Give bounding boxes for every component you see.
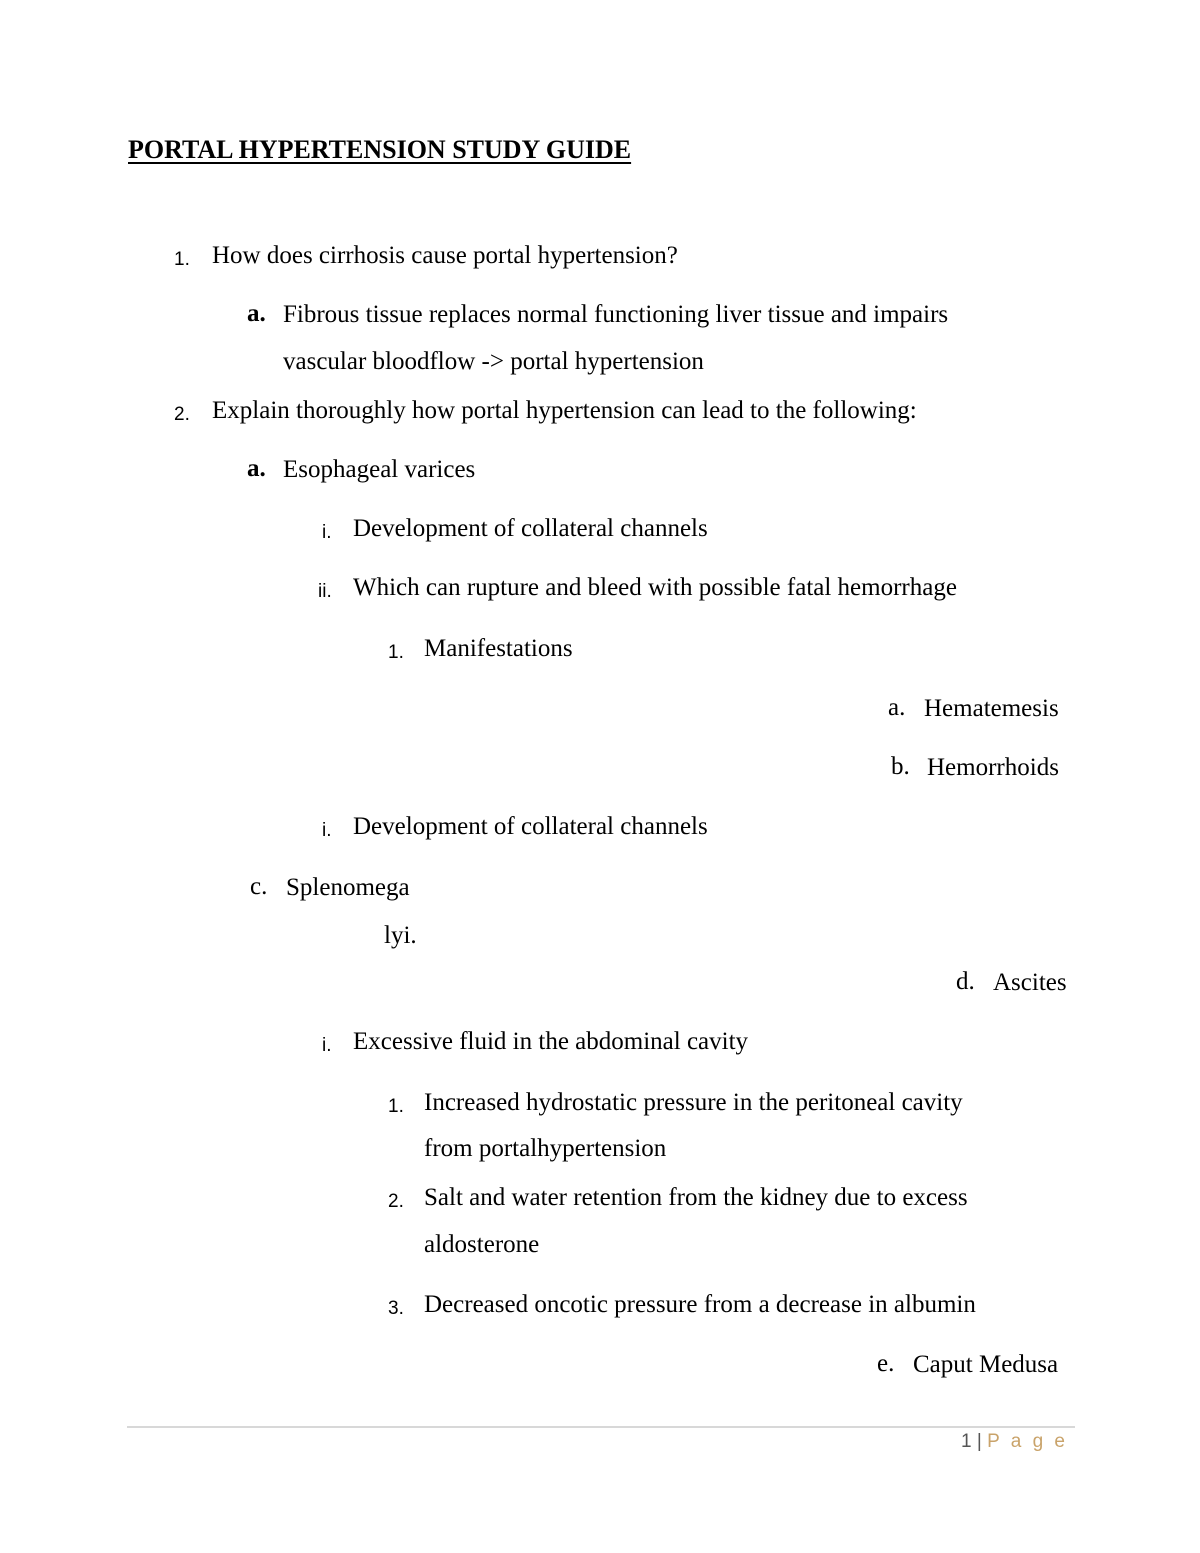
list-item-text: Development of collateral channels [353, 515, 708, 542]
list-marker: b. [891, 753, 910, 780]
list-item-text: Increased hydrostatic pressure in the peritoneal cavity [424, 1089, 963, 1116]
list-marker: 1. [388, 1096, 404, 1117]
list-item-text: Fibrous tissue replaces normal functioning liver tissue and impairs [283, 301, 949, 328]
footer-separator: | [976, 1431, 982, 1452]
list-item-text: Ascites [993, 969, 1067, 996]
list-item-text: Esophageal varices [283, 456, 476, 483]
list-item-text: Splenomega [286, 874, 410, 901]
list-marker: 2. [174, 404, 190, 425]
page-title: PORTAL HYPERTENSION STUDY GUIDE [128, 135, 632, 164]
list-marker: d. [956, 968, 975, 995]
list-marker: ii. [318, 581, 332, 602]
list-item-text: Caput Medusa [913, 1351, 1059, 1378]
list-item-text: Hemorrhoids [927, 754, 1059, 781]
list-item-text: Which can rupture and bleed with possible fatal hemorrhage [353, 574, 957, 601]
list-marker: 1. [388, 642, 404, 663]
list-marker: c. [250, 873, 268, 900]
list-marker: 1. [174, 249, 190, 270]
list-item-continuation: from portalhypertension [424, 1135, 667, 1162]
list-marker: a. [247, 455, 266, 482]
list-marker: 3. [388, 1298, 404, 1319]
list-marker: i. [322, 522, 332, 543]
list-item-continuation: aldosterone [424, 1231, 540, 1258]
list-marker: a. [888, 694, 906, 721]
list-marker: 2. [388, 1191, 404, 1212]
list-item-text: Manifestations [424, 635, 573, 662]
list-item-text: Excessive fluid in the abdominal cavity [353, 1028, 749, 1055]
list-marker: e. [877, 1350, 895, 1377]
list-item-continuation: vascular bloodflow -> portal hypertension [283, 348, 704, 375]
page-number: 1 [961, 1431, 972, 1452]
list-item-continuation: lyi. [384, 922, 417, 949]
list-item-text: Hematemesis [924, 695, 1059, 722]
list-marker: i. [322, 1035, 332, 1056]
footer-divider [127, 1426, 1075, 1428]
list-item-text: Development of collateral channels [353, 813, 708, 840]
list-item-text: Salt and water retention from the kidney due to excess [424, 1184, 968, 1211]
page-label: P a g e [987, 1431, 1068, 1452]
list-item-text: Explain thoroughly how portal hypertension can lead to the following: [212, 397, 917, 424]
list-marker: i. [322, 820, 332, 841]
list-item-text: How does cirrhosis cause portal hypertension? [212, 242, 678, 269]
list-marker: a. [247, 300, 266, 327]
list-item-text: Decreased oncotic pressure from a decrease in albumin [424, 1291, 976, 1318]
page-footer [961, 1431, 1068, 1453]
